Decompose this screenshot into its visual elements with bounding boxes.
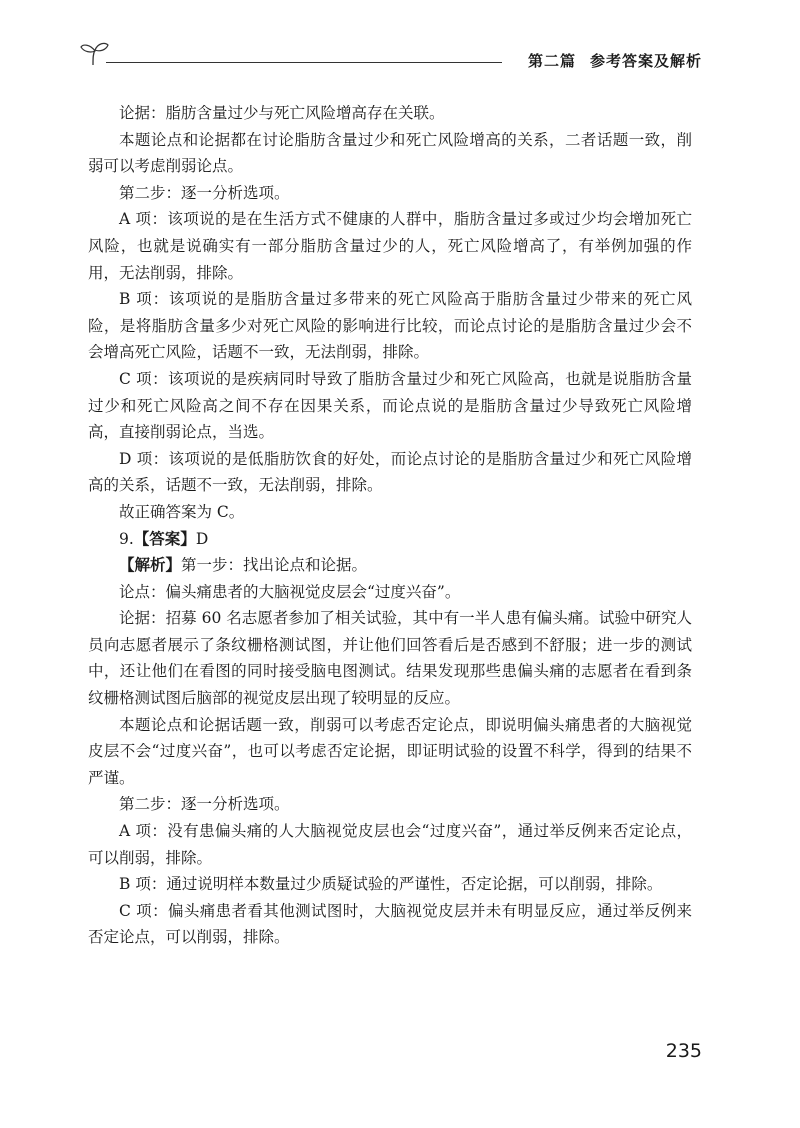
question-number: 9. xyxy=(119,529,134,548)
sprout-icon xyxy=(80,38,110,68)
paragraph-option-c: C 项：该项说的是疾病同时导致了脂肪含量过少和死亡风险高，也就是说脂肪含量过少和死亡风险高之间不存在因果关系，而论点说的是脂肪含量过少导致死亡风险增高，直接削弱论点，当选。 xyxy=(88,369,692,442)
paragraph-conclusion: 故正确答案为 C。 xyxy=(119,502,245,521)
paragraph-evidence: 论据：招募 60 名志愿者参加了相关试验，其中有一半人患有偏头痛。试验中研究人员向志愿者展示了条纹栅格测试图，并让他们回答看后是否感到不舒服；进一步的测试中，还让他们在看图的同时接受脑电图测试。结果发现那些患偏头痛的志愿者在看到条纹栅格测试图后脑部的视觉皮层出现了较明显的反应。 xyxy=(88,609,692,708)
answer-value: D xyxy=(195,529,209,548)
paragraph-option-a: A 项：没有患偏头痛的人大脑视觉皮层也会“过度兴奋”，通过举反例来否定论点，可以削弱，排除。 xyxy=(88,822,692,867)
paragraph: 第二步：逐一分析选项。 xyxy=(119,795,290,814)
paragraph: 第二步：逐一分析选项。 xyxy=(119,183,290,202)
paragraph-option-a: A 项：该项说的是在生活方式不健康的人群中，脂肪含量过多或过少均会增加死亡风险，也就是说确实有一部分脂肪含量过少的人，死亡风险增高了，有举例加强的作用，无法削弱，排除。 xyxy=(88,210,692,282)
paragraph-option-d: D 项：该项说的是低脂肪饮食的好处，而论点讨论的是脂肪含量过少和死亡风险增高的关系，话题不一致，无法削弱，排除。 xyxy=(88,449,692,495)
header-part: 第二篇 xyxy=(527,52,576,70)
paragraph: 论据：脂肪含量过少与死亡风险增高存在关联。 xyxy=(119,104,445,122)
answer-tag: 【答案】 xyxy=(133,528,196,548)
paragraph-claim: 论点：偏头痛患者的大脑视觉皮层会“过度兴奋”。 xyxy=(119,582,461,601)
analysis-tag: 【解析】 xyxy=(119,555,182,575)
header-section: 参考答案及解析 xyxy=(589,52,702,70)
paragraph: 本题论点和论据话题一致，削弱可以考虑否定论点，即说明偏头痛患者的大脑视觉皮层不会“过度兴奋”，也可以考虑否定论据，即证明试验的设置不科学，得到的结果不严谨。 xyxy=(88,715,692,787)
paragraph-option-b: B 项：该项说的是脂肪含量过多带来的死亡风险高于脂肪含量过少带来的死亡风险，是将脂肪含量多少对死亡风险的影响进行比较，而论点讨论的是脂肪含量过少会不会增高死亡风险，话题不一致，无法削弱，排除。 xyxy=(88,290,692,362)
question-9-answer xyxy=(88,526,692,553)
page-body xyxy=(88,100,692,951)
header-title xyxy=(528,50,702,71)
page-number: 235 xyxy=(665,1040,702,1062)
analysis-step1: 第一步：找出论点和论据。 xyxy=(181,556,368,575)
paragraph: 本题论点和论据都在讨论脂肪含量过少和死亡风险增高的关系，二者话题一致，削弱可以考虑削弱论点。 xyxy=(88,130,692,176)
paragraph-option-c: C 项：偏头痛患者看其他测试图时，大脑视觉皮层并未有明显反应，通过举反例来否定论点，可以削弱，排除。 xyxy=(88,901,692,947)
header-rule xyxy=(106,62,502,63)
paragraph-option-b: B 项：通过说明样本数量过少质疑试验的严谨性，否定论据，可以削弱，排除。 xyxy=(119,875,663,894)
page-header xyxy=(80,38,702,68)
question-9-analysis xyxy=(88,552,692,579)
